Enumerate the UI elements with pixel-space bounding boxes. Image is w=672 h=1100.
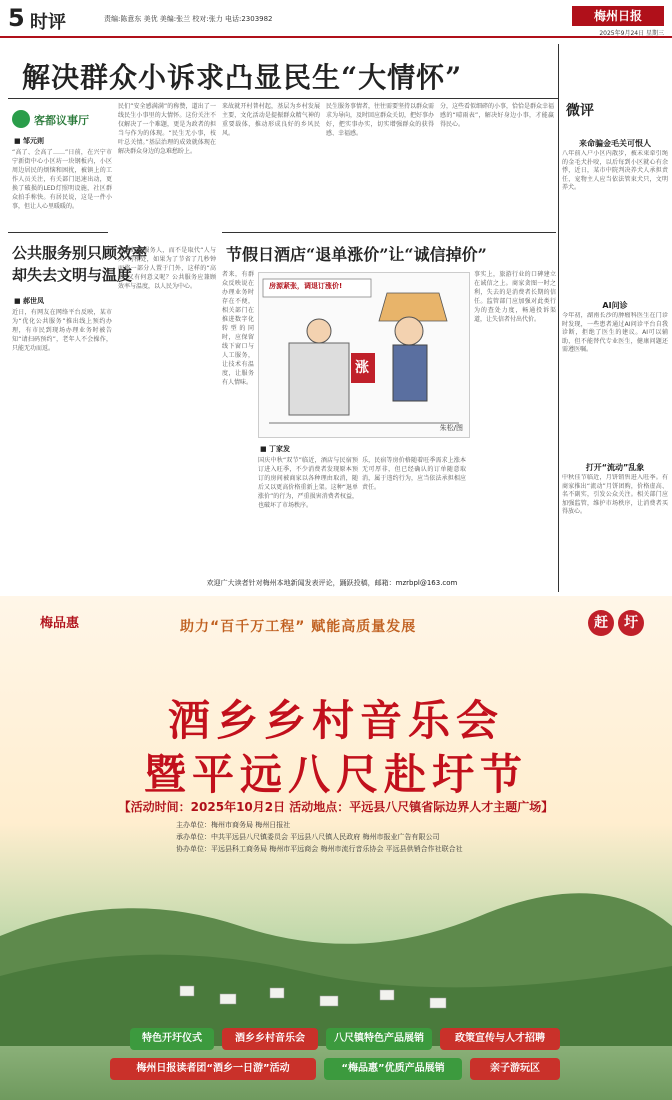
article1-col5: 分，这些看似细碎的小事，恰恰是群众幸福感的“晴雨表”，解决好身边小事，才能赢得民心。 xyxy=(440,103,554,128)
article2-byline: ■ 郝世凤 xyxy=(14,297,45,305)
sidebar-title: 微评 xyxy=(566,103,594,119)
activity-5: 梅州日报读者团“酒乡一日游”活动 xyxy=(110,1058,316,1080)
column-logo-text: 客都议事厅 xyxy=(34,114,89,127)
activity-4: 政策宣传与人才招聘 xyxy=(440,1028,560,1050)
article1-col1: “高了、会高了……”日前，在兴宁市宁新街中心小区坊一块钢板内，小区周边居民的烦恼和困扰，被镇上的工作人员关注，有关部门迅速出动，更换了破损的LED灯照明设施，社区群众拍手称快。有居民说，这是一件小事，但让人心里暖暖的。 xyxy=(12,149,112,210)
article2-col1: 近日，有网友在网络平台反映，某市为“优化公共服务”推出线上预约办理，有市民到现场办理业务时被告知“请扫码预约”，老年人不会操作，只能无功而返。 xyxy=(12,309,112,352)
divider xyxy=(8,98,558,99)
section-title: 时评 xyxy=(30,12,66,33)
article3-byline: ■ 丁家发 xyxy=(260,445,291,453)
ad-title-line2: 暨平远八尺赴圩节 xyxy=(143,750,528,799)
column-logo-icon xyxy=(12,110,30,128)
event-advertisement xyxy=(0,596,672,1100)
cartoon-stamp: 涨 xyxy=(355,360,369,376)
page-header xyxy=(0,0,672,38)
ad-slogan: 助力“百千万工程” 赋能高质量发展 xyxy=(180,619,417,635)
ad-stamp-1: 赶 xyxy=(588,610,614,636)
editorial-cartoon xyxy=(258,272,470,438)
divider xyxy=(222,232,556,233)
cartoon-credit: 朱松/图 xyxy=(439,424,463,432)
article2-title-line2: 却失去文明与温度 xyxy=(12,266,133,284)
article3-title: 节假日酒店“退单涨价”让“诚信掉价” xyxy=(226,245,487,264)
article3-col3: 事实上，旅游行业的口碑建立在诚信之上。商家贪图一时之利，失去的是消费者长期的信任。监管部门应加强对此类行为的查处力度，畅通投诉渠道，让失信者付出代价。 xyxy=(474,271,556,323)
ad-event-info: 【活动时间：2025年10月2日 活动地点：平远县八尺镇省际边界人才主题广场】 xyxy=(118,800,554,814)
column-divider xyxy=(558,44,559,592)
sidebar-heading-3: 打开“流动”乱象 xyxy=(585,463,645,472)
sidebar-text-3: 中秋佳节临近，月饼销售进入旺季。有商家推出“流动”月饼团购，价格虚高、名不副实，引发公众关注。相关部门应加强监管，维护市场秩序，让消费者买得放心。 xyxy=(562,474,668,516)
newspaper-logo: 梅州日报 xyxy=(572,6,664,26)
ad-organizer: 主办单位：梅州市商务局 梅州日报社 xyxy=(176,821,291,829)
ad-coorganizer: 协办单位：平远县科工商务局 梅州市平远商会 梅州市流行音乐协会 平远县供销合作社联合社 xyxy=(176,845,463,853)
sidebar-heading-1: 来命骗金毛关可恨人 xyxy=(579,139,651,148)
divider xyxy=(8,232,108,233)
column-logo xyxy=(12,108,102,130)
activity-3: 八尺镇特色产品展销 xyxy=(326,1028,432,1050)
sidebar-text-1: 八年前入户小区内散步，被未束牵引绳的金毛犬扑咬，以后每到小区就心有余悸，近日，某市中院判决养犬人承担责任，宠物主人应当依法管束犬只，文明养犬。 xyxy=(562,150,668,192)
submission-notice: 欢迎广大读者针对梅州本地新闻发表评论，踊跃投稿，邮箱：mzrbpl@163.com xyxy=(206,579,458,587)
ad-brand: 梅品惠 xyxy=(40,616,80,631)
article3-col2: 乐，民宿等房价格随着旺季需求上涨本无可厚非，但已经确认的订单随意取消，属于违约行为，应当依法承担相应责任。 xyxy=(362,457,466,491)
article1-byline: ■ 邹元则 xyxy=(14,137,45,145)
article3-col1: 国庆中秋“双节”临近，酒店与民宿预订进入旺季，不少消费者发现原本预订的房间被商家以各种理由取消，随后又以更高价格重新上架。这种“退单涨价”的行为，严重损害消费者权益，也破坏了市场秩序。 xyxy=(258,457,358,509)
article1-col4: 民生服务事情者，往往需要坚持以群众需求为导向，及时回应群众关切，把好事办好，把实事办实，切实增强群众的获得感、幸福感。 xyxy=(326,103,434,137)
article2-col3: 者来，有群众反映说在办理业务时存在不便，相关部门在推进数字化转型的同时，应保留线下窗口与人工服务，让技术有温度，让服务有人情味。 xyxy=(222,271,254,386)
landscape-illustration xyxy=(0,876,672,1046)
sidebar-text-2: 今年初，湖南长沙的肿瘤科医生在门诊时发现，一些患者通过AI问诊平台自我诊断，拒绝了医生的建议。AI可以辅助，但不能替代专业医生，健康问题还需遵医嘱。 xyxy=(562,312,668,354)
activity-2: 酒乡乡村音乐会 xyxy=(222,1028,318,1050)
page-number: 5 xyxy=(8,4,25,32)
article1-col3: 来故就开村普村起，基层为乡村发展主要，文化活动是提振群众精气神的重要载体，推动形成良好的乡风民风。 xyxy=(222,103,320,137)
article2-title-line1: 公共服务别只顾效率 xyxy=(12,244,148,262)
cartoon-sign: 房源紧张，调退订涨价! xyxy=(269,282,343,290)
main-headline: 解决群众小诉求凸显民生“大情怀” xyxy=(22,61,463,94)
activity-6: “梅品惠”优质产品展销 xyxy=(324,1058,462,1080)
activity-1: 特色开圩仪式 xyxy=(130,1028,214,1050)
activity-7: 亲子游玩区 xyxy=(470,1058,560,1080)
issue-date: 2025年9月24日 星期三 xyxy=(599,30,664,37)
sidebar-heading-2: AI问诊 xyxy=(602,301,628,310)
ad-undertaker: 承办单位：中共平远县八尺镇委员会 平远县八尺镇人民政府 梅州市报业广告有限公司 xyxy=(176,833,440,841)
ad-title-line1: 酒乡乡村音乐会 xyxy=(167,696,504,745)
editor-meta: 责编:陈意东 美优 美编:张兰 校对:张力 电话:2303982 xyxy=(104,15,273,23)
article1-col2: 民们”安全感满满”的称赞，道出了一线民生小事里的大情怀。这份关注不仅解决了一个难题，更是为政者的担当与作为的体现。“民生无小事，枝叶总关情。”基层治理的成效就体现在解决群众身边的急难愁盼上。 xyxy=(118,103,216,155)
ad-stamp-2: 圩 xyxy=(618,610,644,636)
article2-col2: 了更好地服务人，而不是取代“人与人”的相处，如果为了节省了几秒钟而将一部分人置于门外，这样的“高效”又有何意义呢？公共服务应兼顾效率与温度，以人民为中心。 xyxy=(118,247,216,290)
